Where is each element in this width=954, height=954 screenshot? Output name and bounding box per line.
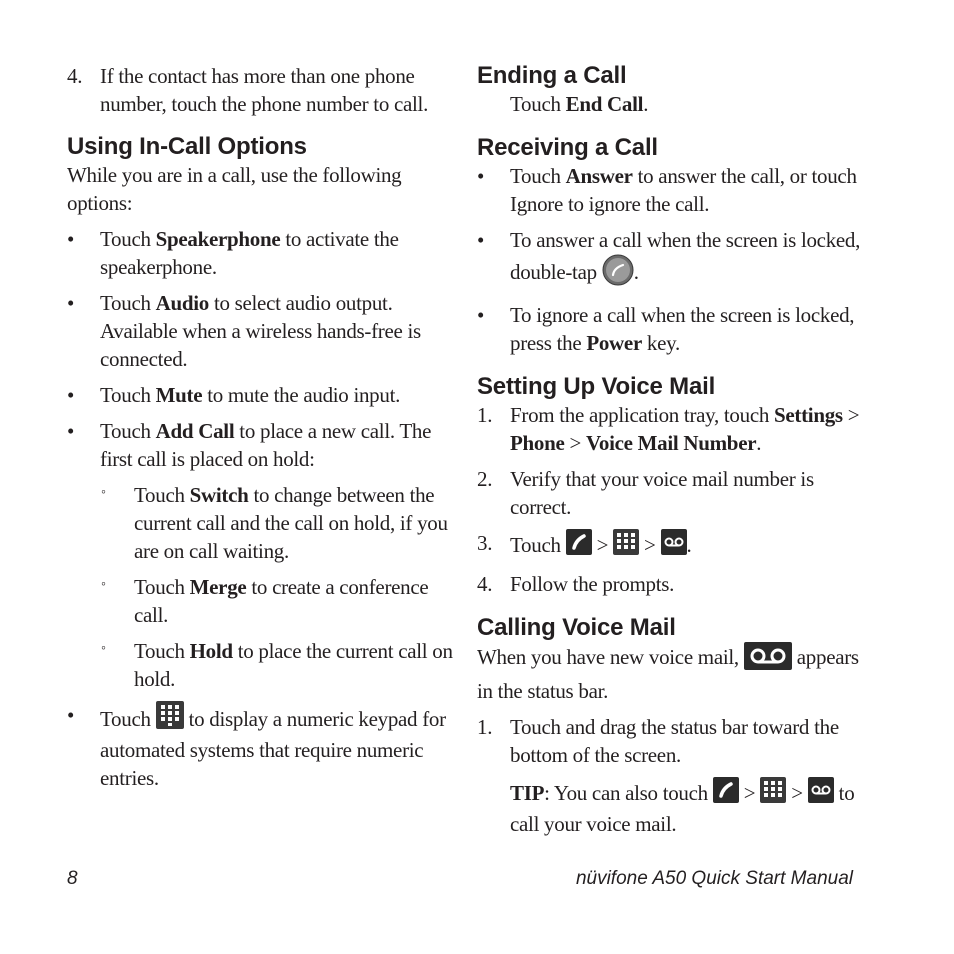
setup-step-4: 4. Follow the prompts. <box>477 572 675 596</box>
calling-intro: When you have new voice mail, appears in the status bar. <box>477 642 867 705</box>
step-4: 4. If the contact has more than one phone number, touch the phone number to call. <box>67 64 429 116</box>
bullet-mute: • Touch Mute to mute the audio input. <box>67 383 401 407</box>
setup-step-1: 1. From the application tray, touch Settings > Phone > Voice Mail Number. <box>477 403 860 455</box>
sub-hold: ◦ Touch Hold to place the current call on hold. <box>101 639 453 691</box>
keypad-icon <box>156 701 184 736</box>
voicemail-icon <box>808 777 834 810</box>
bullet-audio: • Touch Audio to select audio output. Available when a wireless hands-free is connected. <box>67 291 421 371</box>
setup-step-2: 2. Verify that your voice mail number is correct. <box>477 467 814 519</box>
sub-merge: ◦ Touch Merge to create a conference call. <box>101 575 429 627</box>
page-number: 8 <box>67 868 78 889</box>
manual-title: nüvifone A50 Quick Start Manual <box>575 868 853 889</box>
bullet-keypad: • Touch to display a numeric keypad for automated systems that require numeric entries. <box>67 703 446 790</box>
heading-ending-call: Ending a Call <box>477 62 627 89</box>
bullet-speakerphone: • Touch Speakerphone to activate the speakerphone. <box>67 227 399 279</box>
bullet-add-call: • Touch Add Call to place a new call. The first call is placed on hold: <box>67 419 432 471</box>
right-column <box>477 62 867 838</box>
sub-switch: ◦ Touch Switch to change between the current call and the call on hold, if you are on call waiting. <box>101 483 448 563</box>
in-call-intro: While you are in a call, use the following options: <box>67 163 402 215</box>
receive-bullet-ignore: • To ignore a call when the screen is locked, press the Power key. <box>477 303 855 355</box>
receive-bullet-answer: • Touch Answer to answer the call, or touch Ignore to ignore the call. <box>477 164 857 216</box>
keypad-icon <box>760 777 786 810</box>
phone-icon <box>566 529 592 562</box>
ending-call-text: Touch End Call. <box>510 92 649 116</box>
voicemail-status-icon <box>744 642 792 677</box>
keypad-icon <box>613 529 639 562</box>
heading-calling-voice-mail: Calling Voice Mail <box>477 614 676 641</box>
answer-call-icon <box>602 254 634 293</box>
left-column <box>67 62 457 792</box>
setup-step-3: 3. Touch > > . <box>477 529 867 562</box>
calling-step-1: 1. Touch and drag the status bar toward the bottom of the screen. <box>477 715 839 767</box>
heading-in-call-options: Using In-Call Options <box>67 133 307 160</box>
voicemail-icon <box>661 529 687 562</box>
calling-tip: TIP: You can also touch > > to call your voice mail. <box>477 777 867 838</box>
heading-setting-up-voice-mail: Setting Up Voice Mail <box>477 373 716 400</box>
phone-icon <box>713 777 739 810</box>
heading-receiving-call: Receiving a Call <box>477 134 658 161</box>
receive-bullet-locked: • To answer a call when the screen is locked, double-tap . <box>477 226 867 293</box>
